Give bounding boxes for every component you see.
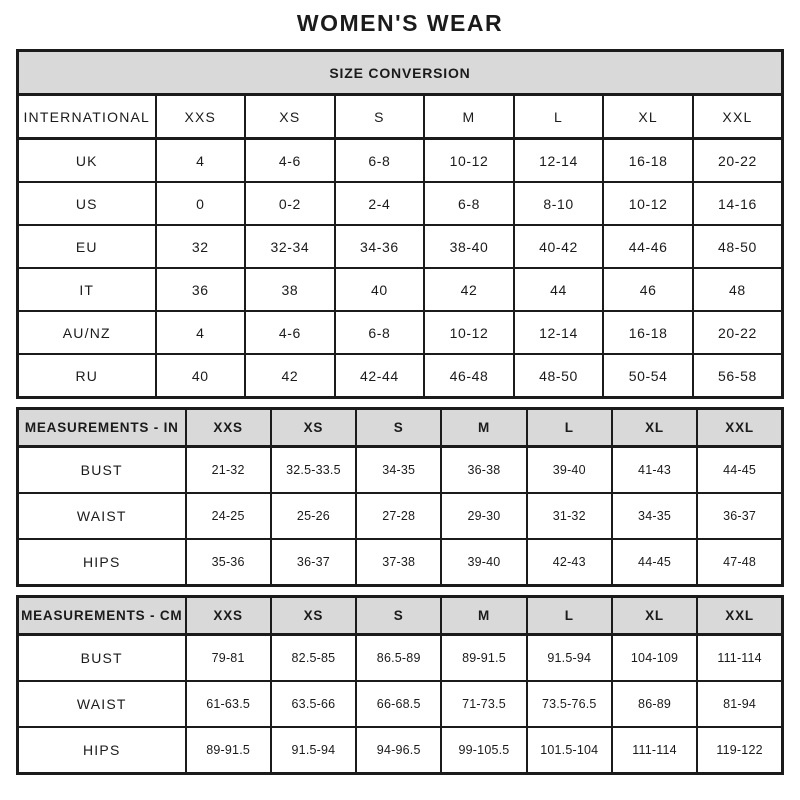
table-cell: 56-58 <box>693 354 783 398</box>
table-cell: 40 <box>156 354 246 398</box>
size-column-header: XS <box>271 409 356 447</box>
row-label: IT <box>18 268 156 311</box>
table-cell: 0-2 <box>245 182 335 225</box>
size-column-header: XL <box>612 409 697 447</box>
table-row <box>18 225 783 268</box>
table-cell: 27-28 <box>356 493 441 539</box>
table-cell: 47-48 <box>697 539 782 586</box>
table-cell: 63.5-66 <box>271 681 356 727</box>
size-column-header: XXL <box>693 95 783 139</box>
row-label: AU/NZ <box>18 311 156 354</box>
table-cell: 50-54 <box>603 354 693 398</box>
size-conversion-table <box>16 49 784 399</box>
table-cell: 119-122 <box>697 727 782 774</box>
size-column-header: S <box>356 597 441 635</box>
table-row <box>18 268 783 311</box>
table-cell: 16-18 <box>603 139 693 183</box>
table-cell: 37-38 <box>356 539 441 586</box>
table-cell: 34-35 <box>356 447 441 494</box>
size-column-header: XS <box>245 95 335 139</box>
size-column-header: XL <box>603 95 693 139</box>
table-cell: 111-114 <box>612 727 697 774</box>
table-header-row <box>18 409 783 447</box>
size-column-header: M <box>424 95 514 139</box>
row-label-column-header: INTERNATIONAL <box>18 95 156 139</box>
row-label: WAIST <box>18 493 186 539</box>
table-row <box>18 635 783 682</box>
table-cell: 4-6 <box>245 139 335 183</box>
table-cell: 89-91.5 <box>441 635 526 682</box>
table-cell: 32-34 <box>245 225 335 268</box>
table-cell: 8-10 <box>514 182 604 225</box>
table-cell: 6-8 <box>424 182 514 225</box>
table-cell: 91.5-94 <box>271 727 356 774</box>
row-label: HIPS <box>18 727 186 774</box>
table-row <box>18 311 783 354</box>
table-cell: 48-50 <box>693 225 783 268</box>
table-cell: 20-22 <box>693 139 783 183</box>
measurements-in-table <box>16 407 784 587</box>
table-cell: 40-42 <box>514 225 604 268</box>
table-cell: 40 <box>335 268 425 311</box>
table-cell: 21-32 <box>186 447 271 494</box>
table-cell: 79-81 <box>186 635 271 682</box>
table-cell: 25-26 <box>271 493 356 539</box>
table-cell: 36-37 <box>697 493 782 539</box>
table-cell: 24-25 <box>186 493 271 539</box>
table-cell: 4 <box>156 139 246 183</box>
table-row <box>18 182 783 225</box>
size-column-header: S <box>335 95 425 139</box>
size-column-header: XL <box>612 597 697 635</box>
table-cell: 34-35 <box>612 493 697 539</box>
table-cell: 89-91.5 <box>186 727 271 774</box>
table-cell: 38-40 <box>424 225 514 268</box>
table-cell: 111-114 <box>697 635 782 682</box>
table-row <box>18 493 783 539</box>
size-column-header: XXL <box>697 597 782 635</box>
size-column-header: L <box>514 95 604 139</box>
table-cell: 36-38 <box>441 447 526 494</box>
table-cell: 16-18 <box>603 311 693 354</box>
section-header: SIZE CONVERSION <box>18 51 783 95</box>
table-cell: 41-43 <box>612 447 697 494</box>
table-cell: 32.5-33.5 <box>271 447 356 494</box>
size-column-header: S <box>356 409 441 447</box>
table-cell: 86-89 <box>612 681 697 727</box>
table-cell: 42-44 <box>335 354 425 398</box>
table-cell: 14-16 <box>693 182 783 225</box>
table-cell: 46 <box>603 268 693 311</box>
table-cell: 86.5-89 <box>356 635 441 682</box>
table-cell: 61-63.5 <box>186 681 271 727</box>
section-header: MEASUREMENTS - CM <box>18 597 186 635</box>
size-column-header: XXS <box>186 597 271 635</box>
table-cell: 104-109 <box>612 635 697 682</box>
table-cell: 4 <box>156 311 246 354</box>
size-column-header: M <box>441 597 526 635</box>
table-cell: 44-46 <box>603 225 693 268</box>
table-cell: 12-14 <box>514 311 604 354</box>
table-cell: 2-4 <box>335 182 425 225</box>
row-label: EU <box>18 225 156 268</box>
table-cell: 38 <box>245 268 335 311</box>
row-label: RU <box>18 354 156 398</box>
row-label: UK <box>18 139 156 183</box>
table-row <box>18 681 783 727</box>
table-cell: 101.5-104 <box>527 727 612 774</box>
size-column-header: L <box>527 597 612 635</box>
table-cell: 46-48 <box>424 354 514 398</box>
measurements-cm-table <box>16 595 784 775</box>
size-column-header: XS <box>271 597 356 635</box>
table-cell: 6-8 <box>335 311 425 354</box>
table-cell: 35-36 <box>186 539 271 586</box>
table-cell: 10-12 <box>424 311 514 354</box>
row-label: BUST <box>18 635 186 682</box>
table-header-row <box>18 597 783 635</box>
table-cell: 44-45 <box>612 539 697 586</box>
table-cell: 20-22 <box>693 311 783 354</box>
table-cell: 99-105.5 <box>441 727 526 774</box>
table-cell: 31-32 <box>527 493 612 539</box>
table-cell: 73.5-76.5 <box>527 681 612 727</box>
table-cell: 12-14 <box>514 139 604 183</box>
table-row <box>18 727 783 774</box>
table-cell: 39-40 <box>441 539 526 586</box>
table-cell: 82.5-85 <box>271 635 356 682</box>
table-cell: 10-12 <box>424 139 514 183</box>
table-cell: 44 <box>514 268 604 311</box>
table-cell: 48 <box>693 268 783 311</box>
table-cell: 36-37 <box>271 539 356 586</box>
row-label: WAIST <box>18 681 186 727</box>
table-cell: 44-45 <box>697 447 782 494</box>
table-cell: 66-68.5 <box>356 681 441 727</box>
table-cell: 39-40 <box>527 447 612 494</box>
table-header-row <box>18 51 783 95</box>
table-cell: 81-94 <box>697 681 782 727</box>
table-cell: 10-12 <box>603 182 693 225</box>
size-column-header: XXL <box>697 409 782 447</box>
page-title: WOMEN'S WEAR <box>296 10 504 36</box>
section-header: MEASUREMENTS - IN <box>18 409 186 447</box>
table-row <box>18 139 783 183</box>
column-header-row <box>18 95 783 139</box>
table-cell: 32 <box>156 225 246 268</box>
table-cell: 48-50 <box>514 354 604 398</box>
table-cell: 91.5-94 <box>527 635 612 682</box>
table-cell: 29-30 <box>441 493 526 539</box>
table-cell: 71-73.5 <box>441 681 526 727</box>
size-column-header: M <box>441 409 526 447</box>
table-cell: 0 <box>156 182 246 225</box>
table-row <box>18 354 783 398</box>
table-cell: 4-6 <box>245 311 335 354</box>
table-cell: 6-8 <box>335 139 425 183</box>
row-label: BUST <box>18 447 186 494</box>
table-cell: 42 <box>245 354 335 398</box>
table-row <box>18 447 783 494</box>
table-cell: 42-43 <box>527 539 612 586</box>
table-cell: 34-36 <box>335 225 425 268</box>
table-cell: 36 <box>156 268 246 311</box>
table-cell: 94-96.5 <box>356 727 441 774</box>
size-column-header: XXS <box>156 95 246 139</box>
row-label: US <box>18 182 156 225</box>
size-column-header: XXS <box>186 409 271 447</box>
table-cell: 42 <box>424 268 514 311</box>
size-column-header: L <box>527 409 612 447</box>
row-label: HIPS <box>18 539 186 586</box>
table-row <box>18 539 783 586</box>
